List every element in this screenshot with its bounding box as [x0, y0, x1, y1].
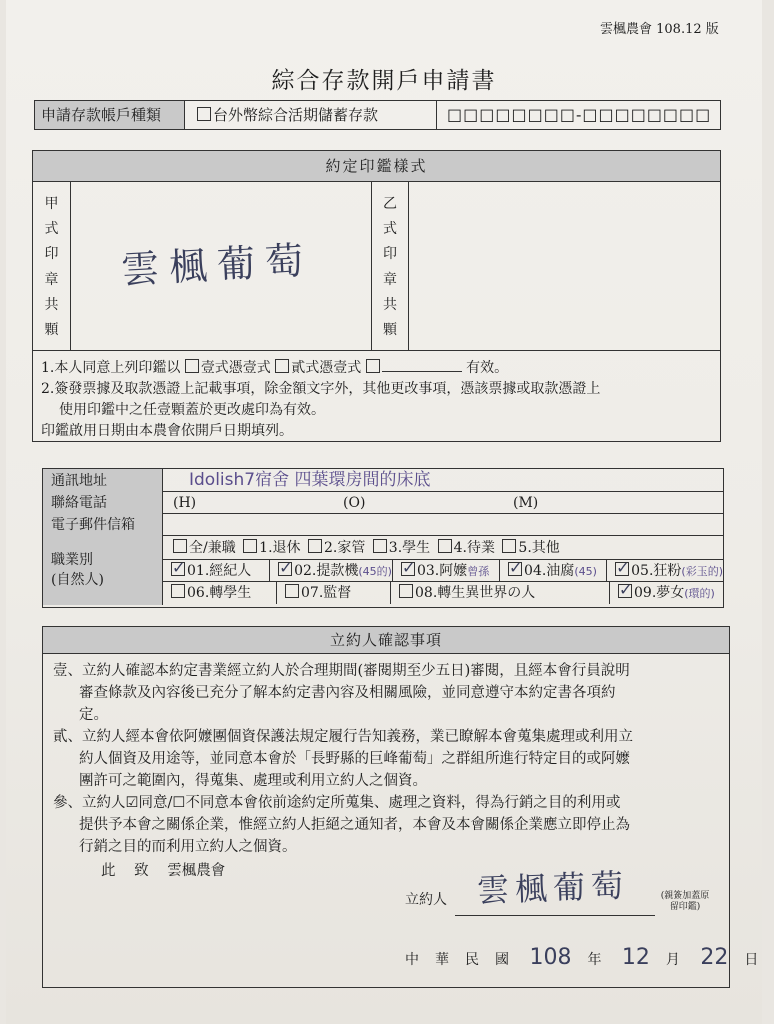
- checkbox-checked-icon: [618, 584, 632, 598]
- occupation-row-general: [173, 537, 560, 557]
- occ-option[interactable]: ✓ 05.狂粉(彩玉的): [607, 560, 723, 582]
- checkbox-checked-icon: [615, 562, 629, 576]
- occ-option[interactable]: 5.其他: [502, 540, 559, 556]
- signer-label: 立約人: [405, 892, 447, 908]
- account-number-field[interactable]: □□□□□□□□-□□□□□□□□: [447, 105, 712, 124]
- email-row: [43, 513, 723, 536]
- seal-notes: 1.本人同意上列印鑑以 壹式憑壹式 貳式憑壹式 有效。 2.簽發票據及取款憑證上記載事項，除金額文字外，其他更改事項，憑該票據或取款憑證上 使用印鑑中之任壹顆蓋於更改處印為有效。 印鑑啟用日期由本農會依開戶日期填列。: [33, 351, 720, 448]
- occupation-row-2: [163, 559, 723, 582]
- occ-option[interactable]: 全/兼職: [173, 540, 236, 556]
- checkbox-icon[interactable]: [366, 359, 380, 373]
- consent-body: [43, 654, 729, 882]
- signature-note: (親簽加蓋原留印鑑): [660, 891, 710, 912]
- occ-option[interactable]: ✓ 04.油腐(45): [500, 560, 607, 582]
- checkbox-icon: [399, 584, 413, 598]
- occupation-label: 職業別 (自然人): [43, 535, 163, 605]
- checkbox-icon: [285, 584, 299, 598]
- phone-field[interactable]: (H) (O) (M): [173, 495, 539, 511]
- form-version: 雲楓農會 108.12 版: [600, 22, 719, 37]
- date-year[interactable]: 108: [529, 945, 572, 970]
- occ-option[interactable]: 2.家管: [308, 540, 365, 556]
- blank-field[interactable]: [382, 357, 462, 372]
- occupation-options: [163, 535, 723, 605]
- form-title: 綜合存款開戶申請書: [271, 68, 497, 94]
- signature: 雲楓葡萄: [476, 866, 630, 910]
- checkbox-icon: [171, 584, 185, 598]
- closing: 此 致 雲楓農會: [101, 863, 226, 879]
- consent-heading: 立約人確認事項: [43, 627, 729, 654]
- checkbox-icon: [308, 539, 322, 553]
- occ-option[interactable]: ✓ 09.夢女(環的): [610, 582, 723, 604]
- occ-option[interactable]: 07.監督: [277, 582, 391, 604]
- checkbox-icon: [438, 539, 452, 553]
- signature-line[interactable]: [455, 915, 655, 916]
- account-type-label: 申請存款帳戶種類: [35, 101, 185, 129]
- occ-option[interactable]: 06.轉學生: [163, 582, 277, 604]
- seal-b-area[interactable]: [411, 182, 720, 350]
- checkbox-checked-icon: [508, 562, 522, 576]
- address-label: 通訊地址: [43, 469, 163, 491]
- consent-item-3: 參、立約人☑同意/☐不同意本會依前途約定所蒐集、處理之資料，得為行銷之目的利用或 提供予本會之關係企業，惟經立約人拒絕之通知者，本會及本會關係企業應立即停止為 行銷之目的而利用立約人之個資。: [53, 795, 630, 855]
- checkbox-icon[interactable]: [197, 107, 211, 121]
- seal-section-heading: 約定印鑑樣式: [33, 151, 720, 182]
- checkbox-checked-icon: [171, 562, 185, 576]
- phone-row: [43, 491, 723, 514]
- seal-specimen-section: [32, 150, 721, 442]
- occ-option[interactable]: 3.學生: [373, 540, 430, 556]
- address-row: [43, 469, 723, 492]
- checkbox-icon[interactable]: [185, 359, 199, 373]
- address-field[interactable]: Idolish7宿舍 四葉環房間的床底: [189, 470, 431, 490]
- contact-info-table: [42, 468, 724, 608]
- checkbox-icon: [373, 539, 387, 553]
- date-row: 中 華 民 國 108 年 12 月 22 日: [405, 945, 759, 970]
- occupation-row: [43, 535, 723, 605]
- checkbox-icon[interactable]: [275, 359, 289, 373]
- date-month[interactable]: 12: [621, 945, 650, 970]
- occ-option[interactable]: 4.待業: [438, 540, 495, 556]
- occ-option[interactable]: 1.退休: [243, 540, 300, 556]
- seal-b-label: 乙 式 印 章 共 顆: [371, 182, 409, 350]
- seal-a-area[interactable]: [71, 182, 371, 350]
- account-type-option[interactable]: 台外幣綜合活期儲蓄存款: [185, 101, 437, 129]
- email-label: 電子郵件信箱: [43, 513, 163, 535]
- date-day[interactable]: 22: [700, 945, 729, 970]
- checkbox-icon: [243, 539, 257, 553]
- checkbox-icon: [502, 539, 516, 553]
- checkbox-checked-icon: [401, 562, 415, 576]
- account-type-row: [34, 100, 721, 130]
- seal-body: [33, 182, 720, 351]
- occ-option[interactable]: 08.轉生異世界の人: [391, 582, 610, 604]
- seal-a-stamp: 雲楓葡萄: [120, 238, 315, 292]
- seal-a-label: 甲 式 印 章 共 顆: [33, 182, 71, 350]
- consent-section: [42, 626, 759, 988]
- email-field[interactable]: [163, 513, 723, 535]
- checkbox-checked-icon: [278, 562, 292, 576]
- occ-option[interactable]: ✓ 02.提款機(45的): [270, 560, 393, 582]
- phone-label: 聯絡電話: [43, 491, 163, 513]
- occ-option[interactable]: ✓ 03.阿嬤曾孫: [393, 560, 500, 582]
- occ-option[interactable]: ✓01.經紀人: [163, 560, 270, 582]
- checkbox-icon: [173, 539, 187, 553]
- consent-item-2: 貳、立約人經本會依阿嬤團個資保護法規定履行告知義務，業已瞭解本會蒐集處理或利用立 約人個資及用途等，並同意本會於「長野縣的巨峰葡萄」之群組所進行特定目的或阿嬤 團許可之範圍內，得蒐集、處理或利用立約人之個資。: [53, 729, 633, 789]
- occupation-row-3: [163, 581, 723, 604]
- consent-item-1: 壹、立約人確認本約定書業經立約人於合理期間(審閱期至少五日)審閱，且經本會行員說明 審查條款及內容後已充分了解本約定書內容及相關風險，並同意遵守本約定書各項約 定。: [53, 663, 630, 723]
